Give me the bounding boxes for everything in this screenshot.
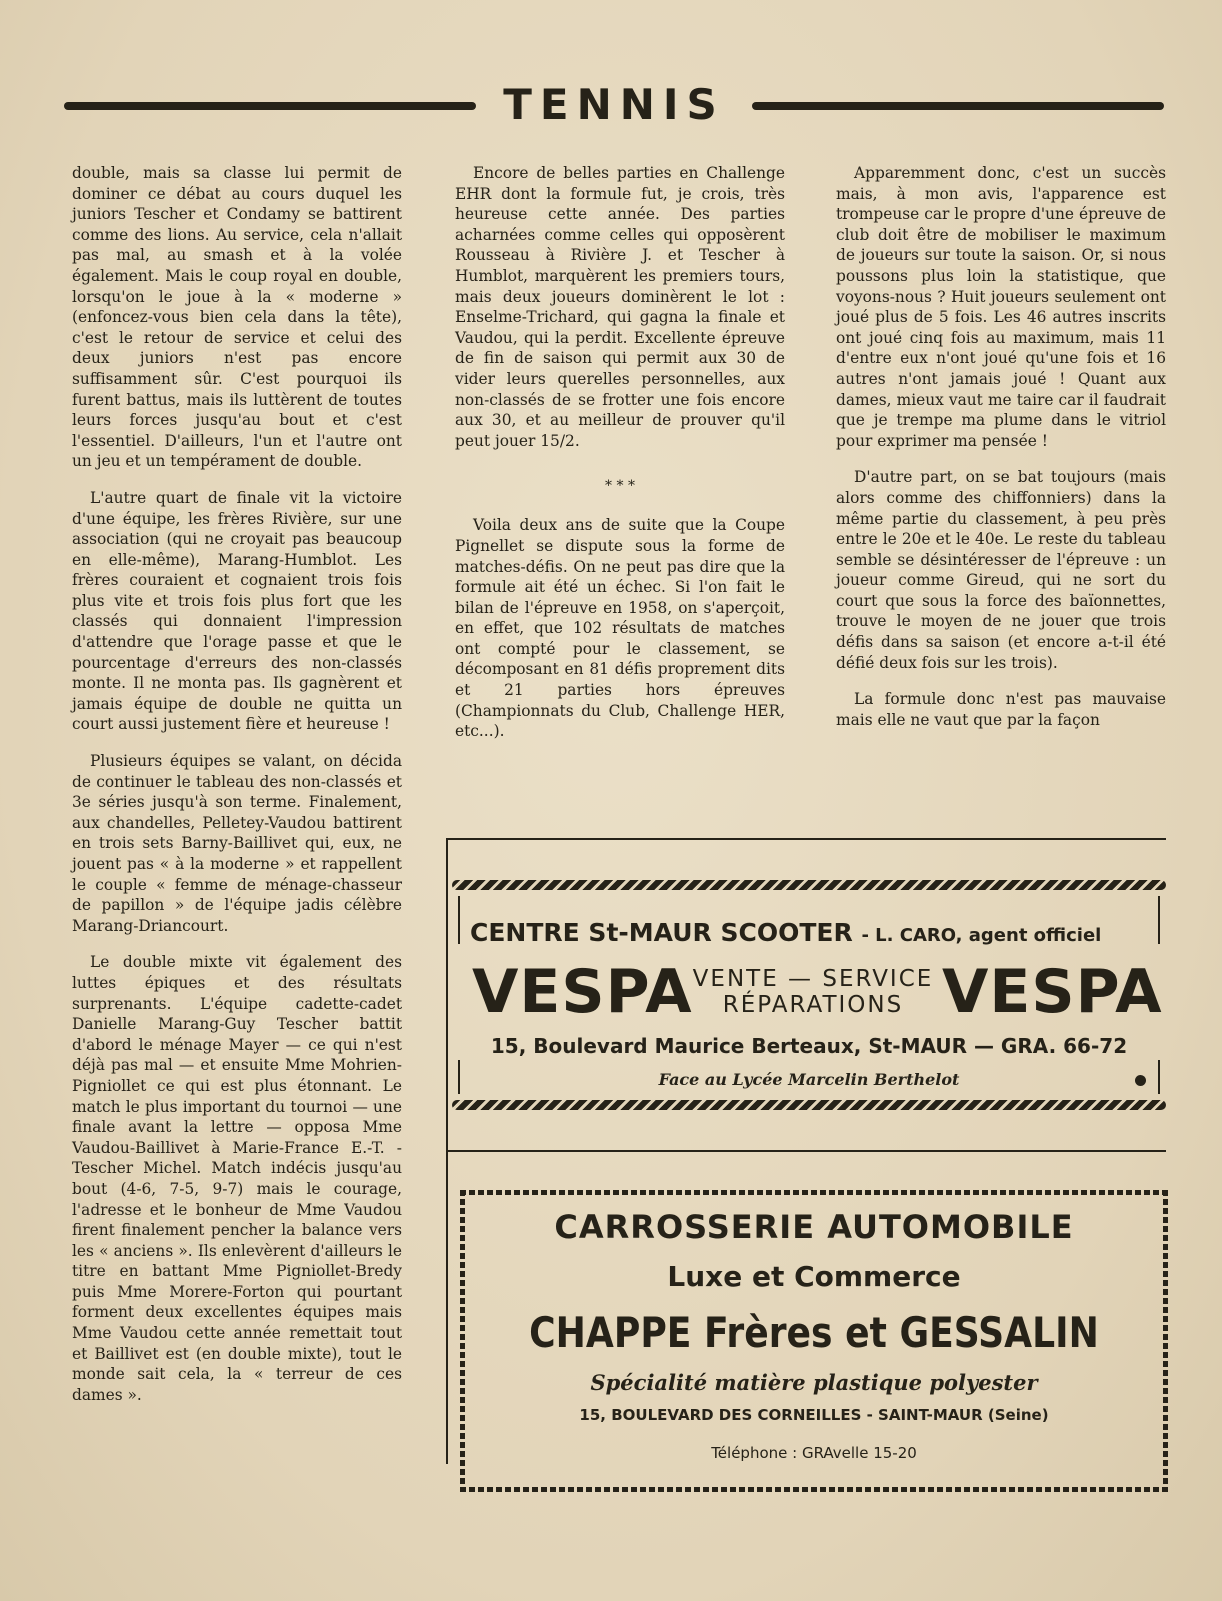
paragraph: D'autre part, on se bat toujours (mais alors comme des chiffonniers) dans la même partie du classement, à peu près entre le 20e et le 40e. Le reste du tableau semble se désintéresser de l'épreuve : un joueur comme Gireud, qui ne sort du court que sous la force des baïonnettes, trouve le moyen de ne jouer que trois défis dans sa saison (et encore a-t-il été défié deux fois sur les trois). [836, 468, 1166, 672]
ad-divider-top [446, 838, 1166, 840]
bullet-dot [1135, 1075, 1146, 1086]
carrosserie-advertisement [460, 1190, 1168, 1492]
vespa-brand-left: VESPA [472, 957, 693, 1027]
carrosserie-ad-speciality: Spécialité matière plastique polyester [590, 1370, 1038, 1395]
vespa-services-line2: RÉPARATIONS [722, 992, 904, 1018]
header-rule-right [752, 102, 1164, 110]
article-column-3 [836, 163, 1166, 746]
rope-border-top [452, 880, 1166, 890]
paragraph: double, mais sa classe lui permit de dominer ce débat au cours duquel les juniors Tescher et Condamy se battirent comme des lions. Au service, cela n'allait pas mal, au smash et à la volée également. Mais le coup royal en double, lorsqu'on le joue à la « moderne » (enfoncez-vous bien cela dans la tête), c'est le retour de service et celui des deux juniors n'est pas encore suffisamment sûr. C'est pourquoi ils furent battus, mais ils luttèrent de toutes leurs forces jusqu'au bout et c'est l'essentiel. D'ailleurs, l'un et l'autre ont un jeu et un tempérament de double. [72, 164, 402, 471]
section-separator-stars: * * * [605, 478, 635, 495]
section-title: TENNIS [503, 80, 725, 129]
carrosserie-ad-subtitle: Luxe et Commerce [667, 1260, 961, 1293]
vespa-ad-location: Face au Lycée Marcelin Berthelot [658, 1070, 960, 1089]
paragraph: Encore de belles parties en Challenge EHR dont la formule fut, je crois, très heureuse cette année. Des parties acharnées comme celles qui opposèrent Rousseau à Rivière J. et Tescher à Humblot, marquèrent les premiers tours, mais deux joueurs dominèrent le lot : Enselme-Trichard, qui gagna la finale et Vaudou, qui la perdit. Excellente épreuve de fin de saison qui permit aux 30 de vider leurs querelles personnelles, aux non-classés de se frotter une fois encore aux 30, et au meilleur de prouver qu'il peut jouer 15/2. [455, 164, 785, 450]
carrosserie-ad-phone: Téléphone : GRAvelle 15-20 [711, 1444, 917, 1462]
vespa-ad-title-line [470, 918, 1150, 947]
article-column-2 [455, 163, 785, 758]
carrosserie-ad-title: CARROSSERIE AUTOMOBILE [554, 1208, 1074, 1246]
paragraph: Apparemment donc, c'est un succès mais, à mon avis, l'apparence est trompeuse car le propre d'une épreuve de club doit être de mobiliser le maximum de joueurs sur toute la saison. Or, si nous poussons plus loin la statistique, que voyons-nous ? Huit joueurs seulement ont joué plus de 5 fois. Les 46 autres inscrits ont joué cinq fois au maximum, mais 11 d'entre eux n'ont joué qu'une fois et 16 autres n'ont jamais joué ! Quant aux dames, mieux vaut me taire car il faudrait que je trempe ma plume dans le vitriol pour exprimer ma pensée ! [836, 164, 1166, 450]
vespa-advertisement [452, 880, 1166, 1112]
paragraph: Le double mixte vit également des luttes épiques et des résultats surprenants. L'équipe cadette-cadet Danielle Marang-Guy Tescher battit d'abord le ménage Mayer — ce qui n'est déjà pas mal — et ensuite Mme Mohrien-Pigniollet ce qui est plus étonnant. Le match le plus important du tournoi — une finale avant la lettre — opposa Mme Vaudou-Baillivet à Marie-France E.-T. - Tescher Michel. Match indécis jusqu'au bout (4-6, 7-5, 9-7) mais le courage, l'adresse et le bonheur de Mme Vaudou firent finalement pencher la balance vers les « anciens ». Ils enlevèrent d'ailleurs le titre en battant Mme Pigniollet-Bredy puis Mme Morere-Forton qui pourtant forment deux excellentes équipes mais Mme Vaudou cette année remettait tout et Baillivet est (en double mixte), tout le monde sait cela, la « terreur de ces dames ». [72, 953, 402, 1404]
paragraph: L'autre quart de finale vit la victoire d'une équipe, les frères Rivière, sur une association (qui ne croyait pas beaucoup en elle-même), Marang-Humblot. Les frères couraient et cognaient trois fois plus vite et trois fois plus fort que les classés qui donnaient l'impression d'attendre que l'orage passe et que le pourcentage d'erreurs des non-classés monte. Il ne monta pas. Ils gagnèrent et jamais équipe de double ne quitta un court aussi justement fière et heureuse ! [72, 488, 402, 734]
vespa-ad-title: CENTRE St-MAUR SCOOTER [470, 918, 853, 947]
vespa-services-line1: VENTE — SERVICE [692, 966, 934, 992]
carrosserie-ad-address: 15, BOULEVARD DES CORNEILLES - SAINT-MAUR (Seine) [579, 1406, 1049, 1424]
paragraph: Plusieurs équipes se valant, on décida de continuer le tableau des non-classés et 3e séries jusqu'à son terme. Finalement, aux chandelles, Pelletey-Vaudou battirent en trois sets Barny-Baillivet qui, eux, ne jouent pas « à la moderne » et rappellent le couple « femme de ménage-chasseur de papillon » de l'équipe jadis célèbre Marang-Driancourt. [72, 752, 402, 935]
vespa-brand-right: VESPA [942, 957, 1163, 1027]
rope-border-bottom [452, 1100, 1166, 1110]
ad-divider-middle [446, 1150, 1166, 1152]
section-header [64, 80, 1164, 130]
vespa-ad-address: 15, Boulevard Maurice Berteaux, St-MAUR — GRA. 66-72 [490, 1034, 1128, 1058]
ad-border-right [1158, 896, 1160, 944]
carrosserie-ad-company: CHAPPE Frères et GESSALIN [529, 1308, 1099, 1357]
ad-border-left [458, 896, 460, 944]
vespa-services [688, 966, 938, 1018]
vespa-ad-agent: - L. CARO, agent officiel [861, 925, 1102, 946]
paragraph: La formule donc n'est pas mauvaise mais elle ne vaut que par la façon [836, 690, 1166, 729]
chain-border-bottom [460, 1487, 1168, 1492]
paragraph: Voila deux ans de suite que la Coupe Pignellet se dispute sous la forme de matches-défis. On ne peut pas dire que la formule ait été un échec. Si l'on fait le bilan de l'épreuve en 1958, on s'aperçoit, en effet, que 102 résultats de matches ont compté pour le classement, se décomposant en 81 défis proprement dits et 21 parties hors épreuves (Championnats du Club, Challenge HER, etc...). [455, 516, 785, 741]
article-column-1 [72, 163, 402, 1421]
chain-border-top [460, 1190, 1168, 1195]
